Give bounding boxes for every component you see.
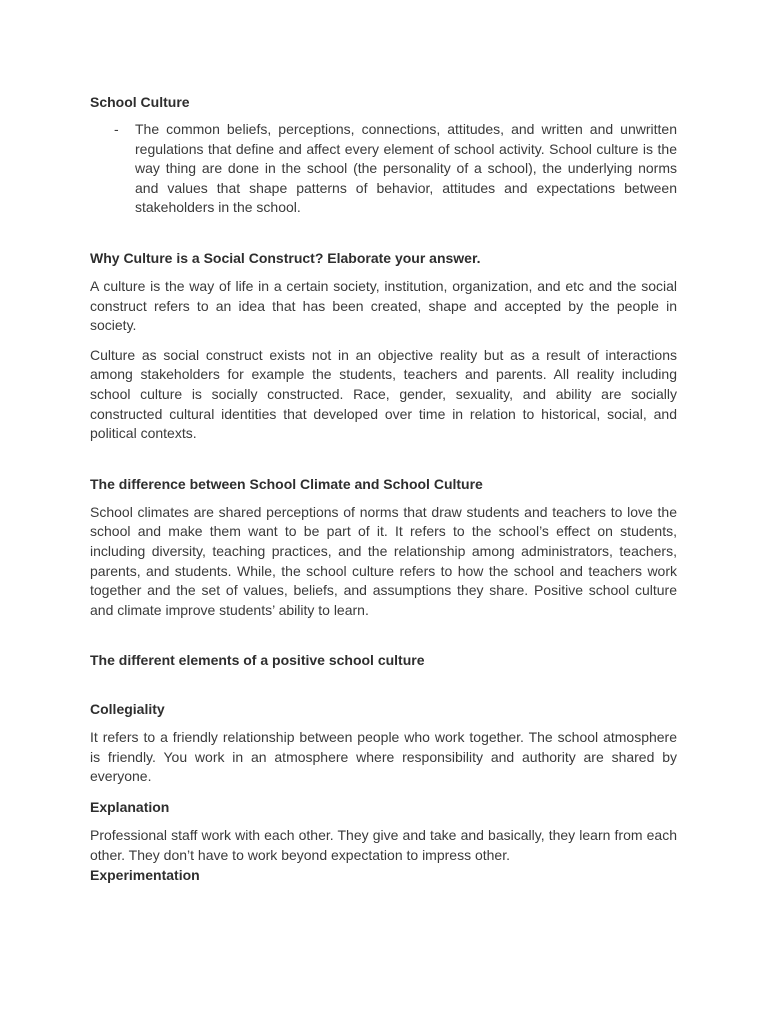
bullet-text: The common beliefs, perceptions, connections, attitudes, and written and unwritten regulations that define and affect every element of school activity. School culture is the way thing are done in the school (the personality of a school), the underlying norms and values that shape patterns of behavior, attitudes and expectations between stakeholders in the school. [135,121,677,216]
bullet-item [90,120,677,218]
section-heading-experimentation: Experimentation [90,867,200,884]
section-heading-explanation: Explanation [90,799,170,816]
paragraph-climate-vs-culture: School climates are shared perceptions of norms that draw students and teachers to love the school and make them want to be part of it. It refers to the school’s effect on students, including diversity, teaching practices, and the relationship among administrators, teachers, parents, and students. While, the school culture refers to how the school and teachers work together and the set of values, beliefs, and assumptions they share. Positive school culture and climate improve students’ ability to learn. [90,503,677,618]
section-heading-climate-vs-culture: The difference between School Climate and School Culture [90,475,483,492]
section-heading-elements: The different elements of a positive school culture [90,652,425,669]
paragraph-explanation: Professional staff work with each other. They give and take and basically, they learn from each other. They don’t have to work beyond expectation to impress other. [90,827,677,863]
paragraph-culture-definition: A culture is the way of life in a certain society, institution, organization, and etc and the social construct refers to an idea that has been created, shape and accepted by the people in society. [90,277,677,334]
section-heading-school-culture: School Culture [90,94,190,110]
section-heading-collegiality: Collegiality [90,701,165,718]
paragraph-collegiality: It refers to a friendly relationship between people who work together. The school atmosphere is friendly. You work in an atmosphere where responsibility and authority are shared by everyone. [90,729,677,785]
bullet-dash: - [114,121,119,137]
paragraph-social-construct: Culture as social construct exists not in an objective reality but as a result of interactions among stakeholders for example the students, teachers and parents. All reality including school culture is socially constructed. Race, gender, sexuality, and ability are socially constructed cultural identities that developed over time in relation to historical, social, and political contexts. [90,346,677,442]
document-body [90,92,677,885]
section-heading-social-construct: Why Culture is a Social Construct? Elaborate your answer. [90,249,481,266]
